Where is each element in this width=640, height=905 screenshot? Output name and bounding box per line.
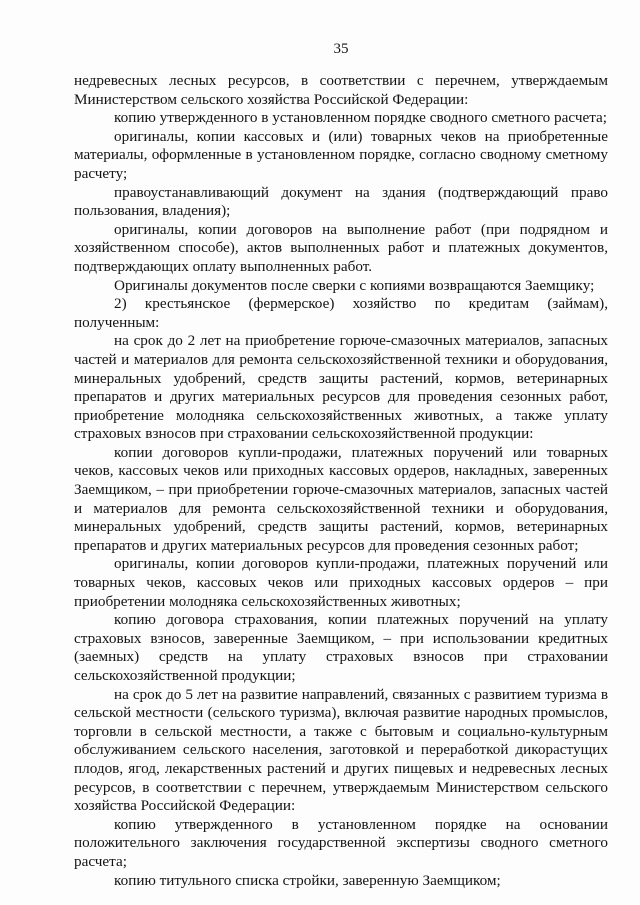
paragraph: Оригиналы документов после сверки с копиями возвращаются Заемщику; xyxy=(114,276,595,294)
paragraph: на срок до 5 лет на развитие направлений, связанных с развитием туризма в сельской местности (сельского туризма), включая развитие народных промыслов, торговли в сельской местности, а также с бытовым и социально-культурным обслуживанием сельского населения, заготовкой и переработкой дикорастущих плодов, ягод, лекарственных растений и других пищевых и недревесных лесных ресурсов, в соответствии с перечнем, утверждаемым Министерством сельского хозяйства Российской Федерации: xyxy=(74,685,608,815)
paragraph: копию утвержденного в установленном порядке сводного сметного расчета; xyxy=(114,109,607,127)
paragraph: оригиналы, копии кассовых и (или) товарных чеков на приобретенные материалы, оформленные в установленном порядке, согласно сводному сметному расчету; xyxy=(74,127,608,182)
paragraph: копию договора страхования, копии платежных поручений на уплату страховых взносов, заверенные Заемщиком, – при использовании кредитных (заемных) средств на уплату страховых взносов при страховании сельскохозяйственной продукции; xyxy=(74,611,608,684)
paragraph: правоустанавливающий документ на здания (подтверждающий право пользования, владения); xyxy=(74,183,608,220)
document-body xyxy=(74,72,608,890)
paragraph: оригиналы, копии договоров на выполнение работ (при подрядном и хозяйственном способе), актов выполненных работ и платежных документов, подтверждающих оплату выполненных работ. xyxy=(74,220,608,275)
paragraph: 2) крестьянское (фермерское) хозяйство по кредитам (займам), полученным: xyxy=(74,295,608,331)
paragraph: копию титульного списка стройки, заверенную Заемщиком; xyxy=(114,871,501,889)
paragraph: копии договоров купли-продажи, платежных поручений или товарных чеков, кассовых чеков или приходных кассовых ордеров, накладных, заверенных Заемщиком, – при приобретении горюче-смазочных материалов, запасных частей и материалов для ремонта сельскохозяйственной техники и оборудования, минеральных удобрений, средств защиты растений, кормов, ветеринарных препаратов и других материальных ресурсов для проведения сезонных работ; xyxy=(74,443,608,554)
paragraph: оригиналы, копии договоров купли-продажи, платежных поручений или товарных чеков, кассовых чеков или приходных кассовых ордеров – при приобретении молодняка сельскохозяйственных животных; xyxy=(74,555,608,610)
paragraph: на срок до 2 лет на приобретение горюче-смазочных материалов, запасных частей и материалов для ремонта сельскохозяйственной техники и оборудования, минеральных удобрений, средств защиты растений, кормов, ветеринарных препаратов и других материальных ресурсов для проведения сезонных работ, приобретение молодняка сельскохозяйственных животных, а также уплату страховых взносов при страховании сельскохозяйственной продукции: xyxy=(74,332,608,443)
page-number: 35 xyxy=(333,41,349,57)
paragraph: копию утвержденного в установленном порядке на основании положительного заключения государственной экспертизы сводного сметного расчета; xyxy=(74,815,608,870)
paragraph: недревесных лесных ресурсов, в соответствии с перечнем, утверждаемым Министерством сельского хозяйства Российской Федерации: xyxy=(74,72,608,108)
